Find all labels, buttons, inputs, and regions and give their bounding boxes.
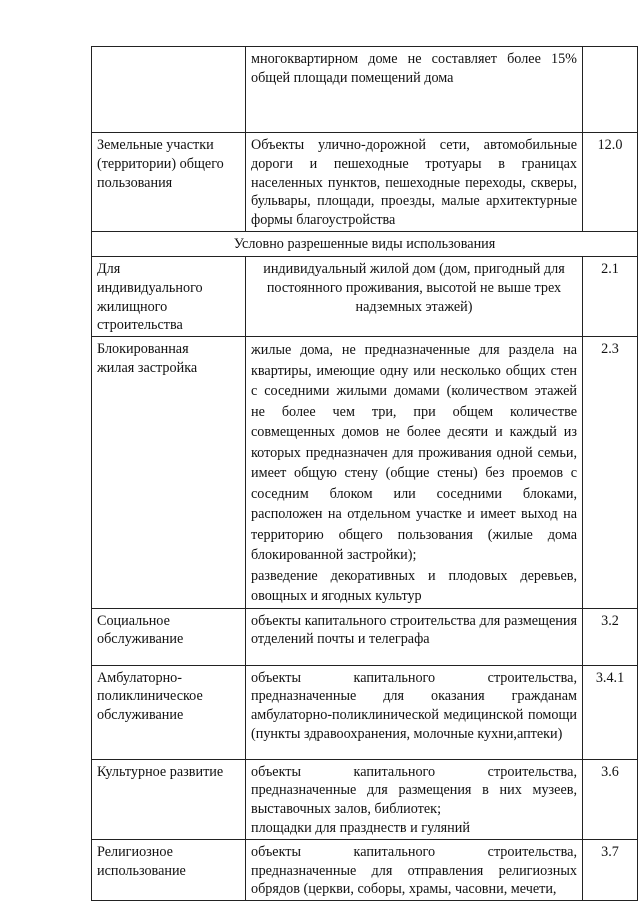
description-cell: объекты капитального строительства для размещения отделений почты и телеграфа xyxy=(246,608,583,665)
use-type-line: индивидуального xyxy=(97,279,203,296)
use-type-line: Земельные участки xyxy=(97,137,214,153)
code-cell: 3.2 xyxy=(583,608,638,665)
table-row xyxy=(92,608,638,665)
use-type-cell xyxy=(92,608,246,665)
use-type-line: пользования xyxy=(97,174,173,191)
code-cell: 2.3 xyxy=(583,337,638,609)
table-row xyxy=(92,839,638,900)
table-row xyxy=(92,47,638,133)
use-type-cell xyxy=(92,337,246,609)
description-line: индивидуальный жилой дом (дом, пригодный для xyxy=(263,260,565,277)
use-type-cell xyxy=(92,665,246,759)
description-cell xyxy=(246,337,583,609)
use-type-cell xyxy=(92,133,246,232)
description-line: постоянного проживания, высотой не выше трех xyxy=(266,279,562,296)
use-type-cell xyxy=(92,47,246,133)
description-cell: Объекты улично-дорожной сети, автомобильные дороги и пешеходные тротуары в границах населенных пунктов, пешеходные переходы, скверы, бульвары, площади, проезды, малые архитектурные формы благоустройства xyxy=(246,133,583,232)
table-row xyxy=(92,133,638,232)
use-type-line: Религиозное xyxy=(97,843,173,860)
use-type-line: жилая застройка xyxy=(97,359,198,376)
use-type-line: жилищного xyxy=(97,298,168,315)
table-row xyxy=(92,256,638,336)
use-type-line: строительства xyxy=(97,317,183,334)
use-type-line: Блокированная xyxy=(97,341,189,358)
use-type-line: Социальное xyxy=(97,612,170,629)
description-paragraph: жилые дома, не предназначенные для раздела на квартиры, имеющие одну или несколько общих стен с соседними жилыми домами (количеством этажей не более чем три, при общем количестве совмещенных домов не более десяти и каждый из которых предназначен для проживания одной семьи, имеет общую стену (общие стены) без проемов с соседним блоком или соседними блоками, расположен на отдельном участке и имеет выход на территорию общего пользования (жилые дома блокированной застройки); xyxy=(251,342,577,564)
use-type-cell xyxy=(92,256,246,336)
description-paragraph: разведение декоративных и плодовых деревьев, овощных и ягодных культур xyxy=(251,567,577,605)
description-cell xyxy=(246,47,583,133)
code-cell: 2.1 xyxy=(583,256,638,336)
use-type-line: использование xyxy=(97,862,186,879)
description-cell xyxy=(246,256,583,336)
section-header-row xyxy=(92,231,638,256)
code-cell: 12.0 xyxy=(583,133,638,232)
code-cell: 3.4.1 xyxy=(583,665,638,759)
description-line: общей площади помещений дома xyxy=(251,69,454,86)
table-row xyxy=(92,759,638,839)
use-type-line: Для xyxy=(97,260,121,277)
section-header: Условно разрешенные виды использования xyxy=(92,231,638,256)
description-cell: объекты капитального строительства, предназначенные для отправления религиозных обрядов (церкви, соборы, храмы, часовни, мечети, xyxy=(246,839,583,900)
use-type-line: обслуживание xyxy=(97,707,184,724)
use-type-line: обслуживание xyxy=(97,631,184,648)
use-type-cell: Культурное развитие xyxy=(92,759,246,839)
use-type-cell xyxy=(92,839,246,900)
description-cell: объекты капитального строительства, предназначенные для оказания гражданам амбулаторно-поликлинической медицинской помощи (пункты здравоохранения, молочные кухни,аптеки) xyxy=(246,665,583,759)
description-cell xyxy=(246,759,583,839)
code-cell: 3.7 xyxy=(583,839,638,900)
description-line: надземных этажей) xyxy=(355,298,473,315)
description-line: многоквартирном доме не составляет более 15% xyxy=(251,51,577,67)
land-use-table xyxy=(91,46,638,901)
table-row xyxy=(92,665,638,759)
code-cell: 3.6 xyxy=(583,759,638,839)
description-paragraph: площадки для празднеств и гуляний xyxy=(251,820,470,837)
use-type-line: поликлиническое xyxy=(97,688,203,705)
table-row xyxy=(92,337,638,609)
code-cell xyxy=(583,47,638,133)
use-type-line: (территории) общего xyxy=(97,155,224,172)
use-type-line: Амбулаторно- xyxy=(97,669,182,686)
description-paragraph: объекты капитального строительства, предназначенные для размещения в них музеев, выставочных залов, библиотек; xyxy=(251,763,577,818)
